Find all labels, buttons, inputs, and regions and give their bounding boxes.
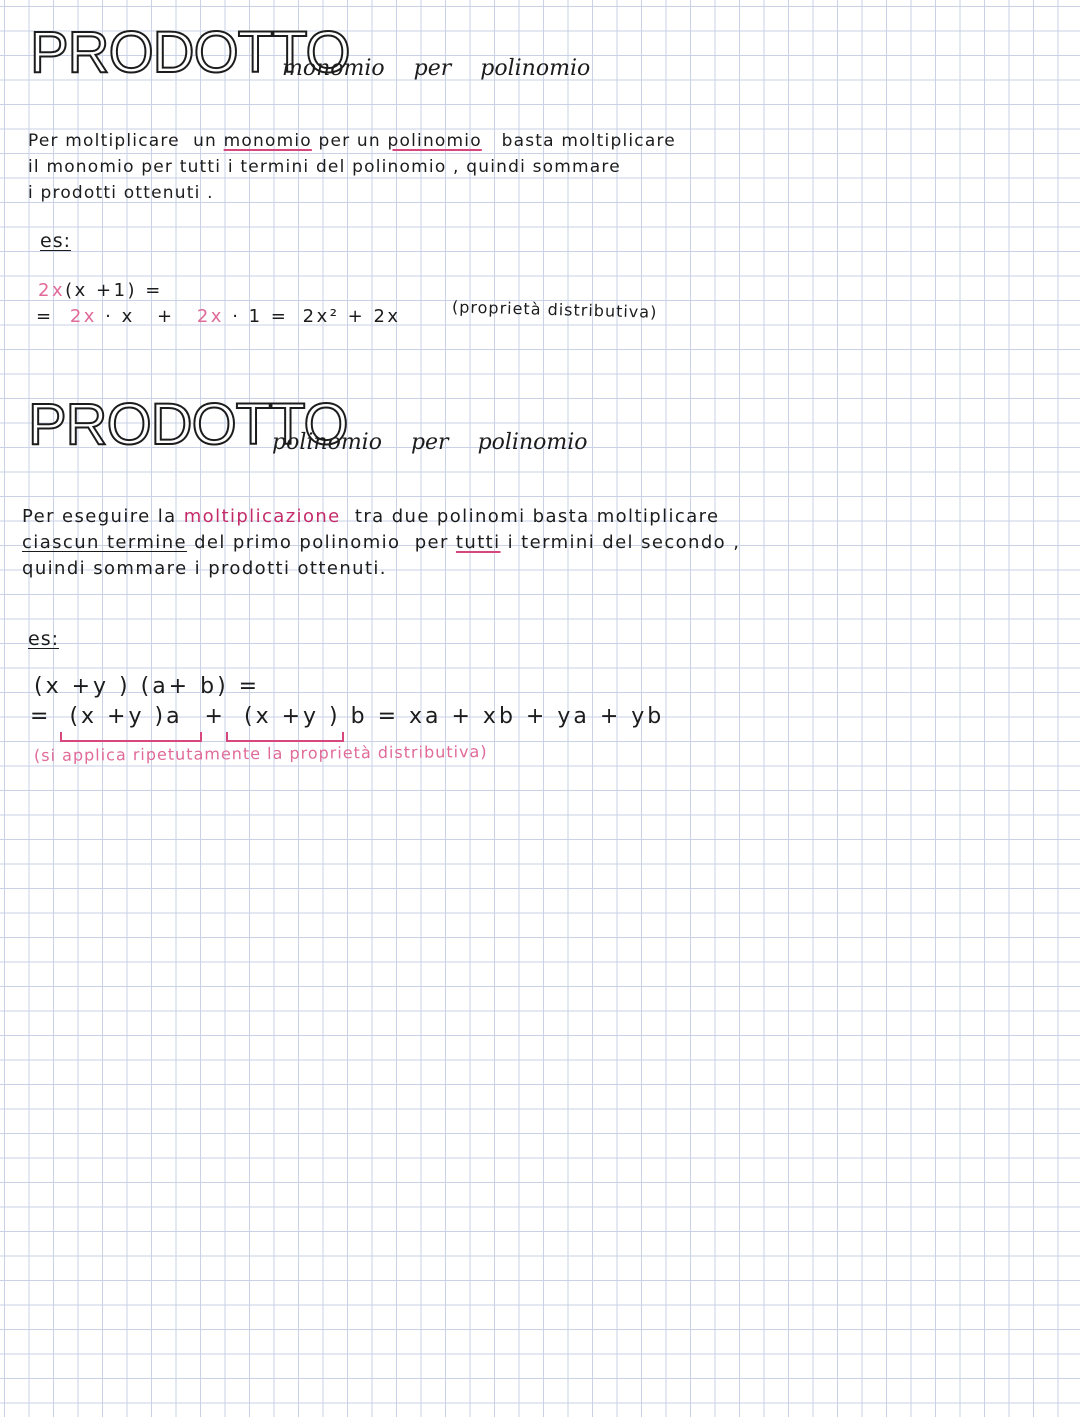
section1-paragraph — [28, 128, 676, 206]
section2-subtitle: polinomio per polinomio — [272, 430, 588, 455]
section1-subtitle: monomio per polinomio — [282, 56, 591, 81]
section1-title: PRODOTTO — [30, 20, 350, 85]
section1-paragraph-line2: il monomio per tutti i termini del polinomio , quindi sommare — [28, 157, 621, 177]
section1-example-label: es: — [40, 230, 71, 252]
keyword-tutti: tutti — [455, 532, 501, 553]
section1-equation-line1: 2x(x +1) = — [38, 280, 163, 301]
section2-paragraph-line2: ciascun termine del primo polinomio per tutti i termini del secondo , — [22, 532, 741, 553]
section2-title: PRODOTTO — [28, 392, 348, 457]
section2-paragraph-line3: quindi sommare i prodotti ottenuti. — [22, 558, 387, 579]
section2-example-label: es: — [28, 628, 59, 650]
section1-paragraph-line3: i prodotti ottenuti . — [28, 183, 214, 203]
keyword-monomio: monomio — [223, 131, 312, 151]
section2-paragraph — [22, 504, 740, 582]
section1-equation-line2: = 2x · x + 2x · 1 = 2x² + 2x — [36, 306, 401, 327]
underbrace-left — [60, 732, 202, 742]
section2-note: (si applica ripetutamente la proprietà distributiva) — [33, 742, 488, 765]
section1-paragraph-line1: Per moltiplicare un monomio per un polinomio basta moltiplicare — [28, 131, 676, 151]
section1-note: (proprietà distributiva) — [451, 297, 658, 322]
section2-equation-line2: = (x +y )a + (x +y ) b = xa + xb + ya + yb — [30, 704, 665, 729]
keyword-moltiplicazione: moltiplicazione — [183, 506, 341, 527]
keyword-ciascun-termine: ciascun termine — [22, 532, 187, 553]
section2-equation-line1: (x +y ) (a+ b) = — [34, 674, 261, 699]
keyword-polinomio: polinomio — [387, 131, 482, 151]
section2-paragraph-line1: Per eseguire la moltiplicazione tra due polinomi basta moltiplicare — [22, 506, 720, 527]
underbrace-right — [226, 732, 344, 742]
